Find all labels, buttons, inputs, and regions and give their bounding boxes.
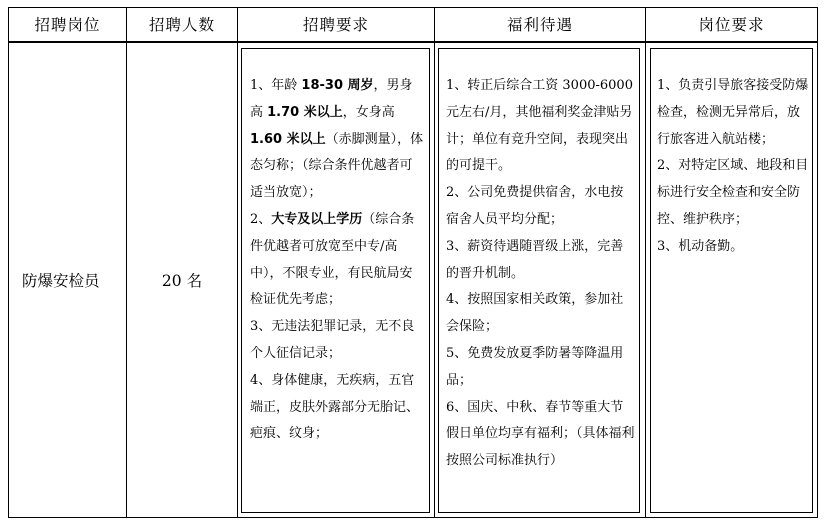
- header-benefits: 福利待遇: [506, 16, 573, 34]
- benefit-item: 6、国庆、中秋、春节等重大节假日单位均享有福利；（具体福利按照公司标准执行）: [446, 399, 635, 469]
- requirement-text: （赤脚测量），体态匀称；（综合条件优越者可适当放宽）；: [250, 131, 424, 201]
- requirement-text: 1、年龄: [250, 78, 302, 93]
- benefit-item: 3、薪资待遇随晋级上涨，完善的晋升机制。: [446, 238, 624, 281]
- requirement-highlight: 1.60 米以上: [250, 131, 326, 147]
- requirement-text: （综合条件优越者可放宽至中专/高中），不限专业，有民航局安检证优先考虑；: [250, 211, 415, 308]
- cell-position: [22, 43, 126, 517]
- duty-item: 3、机动备勤。: [657, 238, 744, 254]
- cell-count: [127, 43, 237, 517]
- requirement-text: ，男身高: [250, 78, 413, 120]
- requirement-item: [250, 314, 424, 368]
- requirement-text: 4、身体健康，无疾病，五官端正，皮肤外露部分无胎记、疤痕、纹身；: [250, 372, 420, 442]
- requirement-text: ，女身高: [342, 104, 395, 120]
- requirement-item: [250, 73, 424, 207]
- recruit-count: 20 名: [161, 272, 203, 290]
- header-count: 招聘人数: [148, 16, 215, 34]
- duties-list: [657, 73, 809, 261]
- benefit-item: 4、按照国家相关政策，参加社会保险；: [446, 292, 624, 335]
- requirement-item: [250, 368, 424, 448]
- requirement-highlight: 18-30 周岁: [301, 78, 374, 93]
- requirement-text: 3、无违法犯罪记录，无不良个人征信记录；: [250, 319, 415, 361]
- duty-item: 1、负责引导旅客接受防爆检查，检测无异常后，放行旅客进入航站楼；: [657, 78, 809, 147]
- requirement-item: [250, 207, 424, 314]
- header-requirements: 招聘要求: [302, 16, 369, 34]
- benefit-item: 1、转正后综合工资 3000-6000 元左右/月，其他福利奖金津贴另计；单位有竞升空间，表现突出的可提干。: [446, 78, 633, 174]
- position-name: 防爆安检员: [22, 272, 100, 290]
- duty-item: 2、对特定区域、地段和目标进行安全检查和安全防控、维护秩序；: [657, 158, 809, 227]
- header-duties: 岗位要求: [698, 16, 765, 34]
- benefits-list: [446, 73, 636, 475]
- benefit-item: 5、免费发放夏季防暑等降温用品；: [446, 345, 624, 388]
- requirement-highlight: 1.70 米以上: [267, 104, 343, 120]
- header-position: 招聘岗位: [34, 16, 101, 34]
- requirement-highlight: 大专及以上学历: [271, 211, 363, 227]
- benefit-item: 2、公司免费提供宿舍，水电按宿舍人员平均分配；: [446, 185, 624, 227]
- requirement-text: 2、: [250, 211, 272, 227]
- requirements-list: [250, 73, 424, 448]
